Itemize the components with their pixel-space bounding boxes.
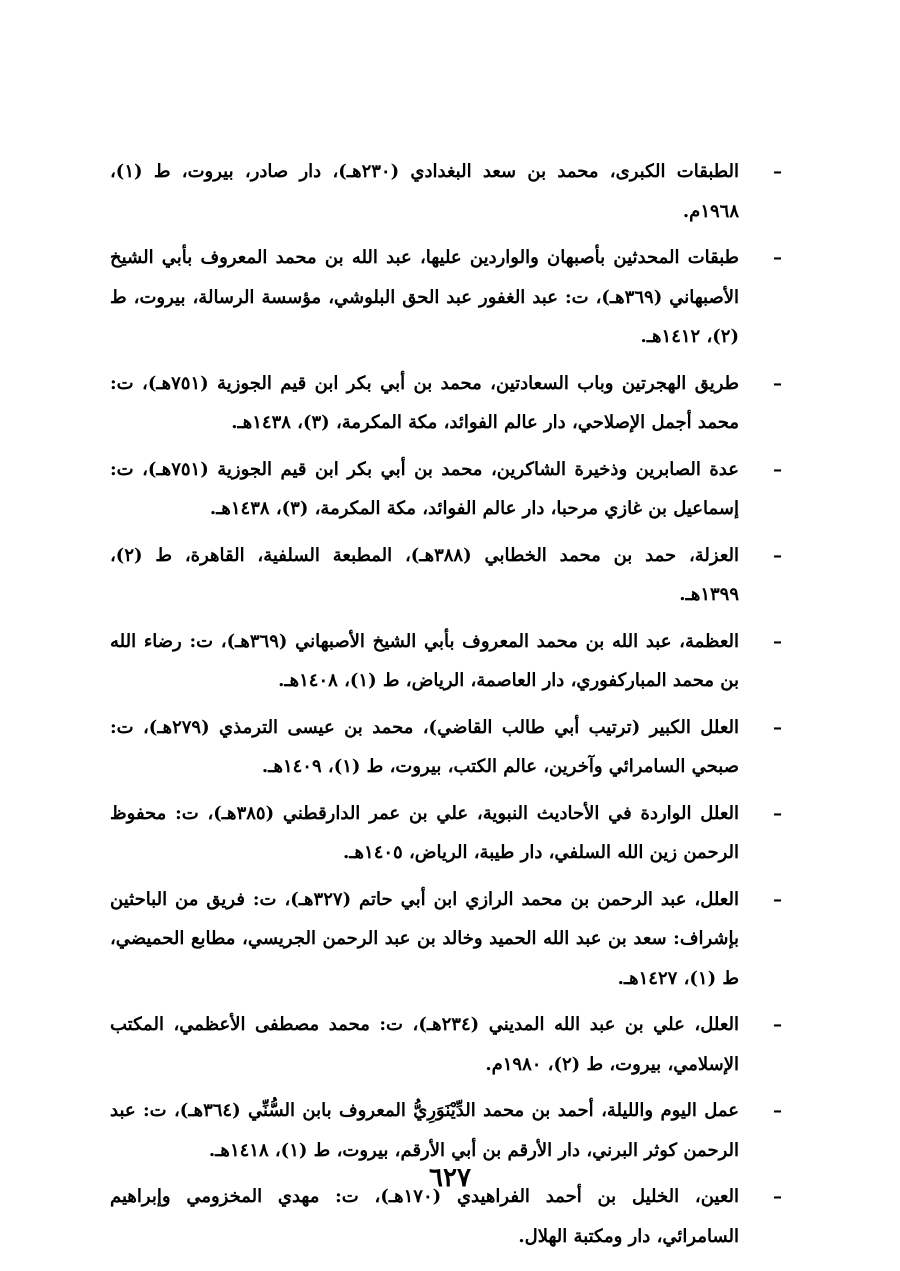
list-bullet: – [773, 161, 782, 182]
list-bullet: – [773, 458, 782, 480]
reference-text: الطبقات الكبرى، محمد بن سعد البغدادي (٢٣٠هـ)، دار صادر، بيروت، ط (١)، ١٩٦٨م. [110, 161, 740, 222]
reference-entry [110, 238, 782, 357]
reference-text: عمل اليوم والليلة، أحمد بن محمد الدِّيْنَوَرِيُّ المعروف بابن السُّنِّي (٣٦٤هـ)، ت: عبد الرحمن كوثر البرني، دار الأرقم بن أبي الأرقم، بيروت، ط (١)، ١٤١٨هـ. [110, 1100, 739, 1161]
list-bullet: – [773, 802, 782, 824]
reference-text: العين، الخليل بن أحمد الفراهيدي (١٧٠هـ)، ت: مهدي المخزومي وإبراهيم السامرائي، دار ومكتبة الهلال. [110, 1186, 739, 1247]
list-bullet: – [773, 544, 782, 566]
reference-entry [110, 880, 782, 999]
list-bullet: – [773, 372, 782, 394]
list-bullet: – [773, 630, 782, 652]
reference-entry [110, 152, 782, 231]
reference-entry [110, 1091, 782, 1170]
list-bullet: – [773, 1100, 782, 1121]
reference-entry [110, 364, 782, 443]
reference-entry [110, 622, 782, 701]
list-bullet: – [773, 716, 782, 738]
list-bullet: – [773, 247, 782, 268]
reference-entry [110, 450, 782, 529]
reference-text: العلل، عبد الرحمن بن محمد الرازي ابن أبي حاتم (٣٢٧هـ)، ت: فريق من الباحثين بإشراف: سعد بن عبد الله الحميد وخالد بن عبد الرحمن الجريسي، مطابع الحميضي، ط (١)، ١٤٢٧هـ. [110, 888, 739, 989]
reference-text: عدة الصابرين وذخيرة الشاكرين، محمد بن أبي بكر ابن قيم الجوزية (٧٥١هـ)، ت: إسماعيل بن غازي مرحبا، دار عالم الفوائد، مكة المكرمة، (٣)، ١٤٣٨هـ. [110, 458, 739, 519]
reference-entry [110, 794, 782, 873]
reference-list [110, 152, 782, 1263]
list-bullet: – [773, 1014, 782, 1035]
reference-text: العلل، علي بن عبد الله المديني (٢٣٤هـ)، ت: محمد مصطفى الأعظمي، المكتب الإسلامي، بيروت، ط (٢)، ١٩٨٠م. [110, 1014, 739, 1075]
reference-text: طبقات المحدثين بأصبهان والواردين عليها، عبد الله بن محمد المعروف بأبي الشيخ الأصبهاني (٣٦٩هـ)، ت: عبد الغفور عبد الحق البلوشي، مؤسسة الرسالة، بيروت، ط (٢)، ١٤١٢هـ. [110, 247, 739, 347]
reference-text: العلل الكبير (ترتيب أبي طالب القاضي)، محمد بن عيسى الترمذي (٢٧٩هـ)، ت: صبحي السامرائي وآخرين، عالم الكتب، بيروت، ط (١)، ١٤٠٩هـ. [110, 716, 739, 777]
page-number: ٦٢٧ [429, 1163, 471, 1193]
reference-text: العزلة، حمد بن محمد الخطابي (٣٨٨هـ)، المطبعة السلفية، القاهرة، ط (٢)، ١٣٩٩هـ. [110, 544, 739, 605]
reference-entry [110, 1005, 782, 1084]
reference-text: طريق الهجرتين وباب السعادتين، محمد بن أبي بكر ابن قيم الجوزية (٧٥١هـ)، ت: محمد أجمل الإصلاحي، دار عالم الفوائد، مكة المكرمة، (٣)، ١٤٣٨هـ. [110, 372, 739, 433]
reference-entry [110, 536, 782, 615]
reference-text: العظمة، عبد الله بن محمد المعروف بأبي الشيخ الأصبهاني (٣٦٩هـ)، ت: رضاء الله بن محمد المباركفوري، دار العاصمة، الرياض، ط (١)، ١٤٠٨هـ. [110, 630, 739, 691]
list-bullet: – [773, 888, 782, 910]
reference-entry [110, 708, 782, 787]
list-bullet: – [773, 1186, 782, 1207]
reference-text: العلل الواردة في الأحاديث النبوية، علي بن عمر الدارقطني (٣٨٥هـ)، ت: محفوظ الرحمن زين الله السلفي، دار طيبة، الرياض، ١٤٠٥هـ. [110, 802, 740, 863]
